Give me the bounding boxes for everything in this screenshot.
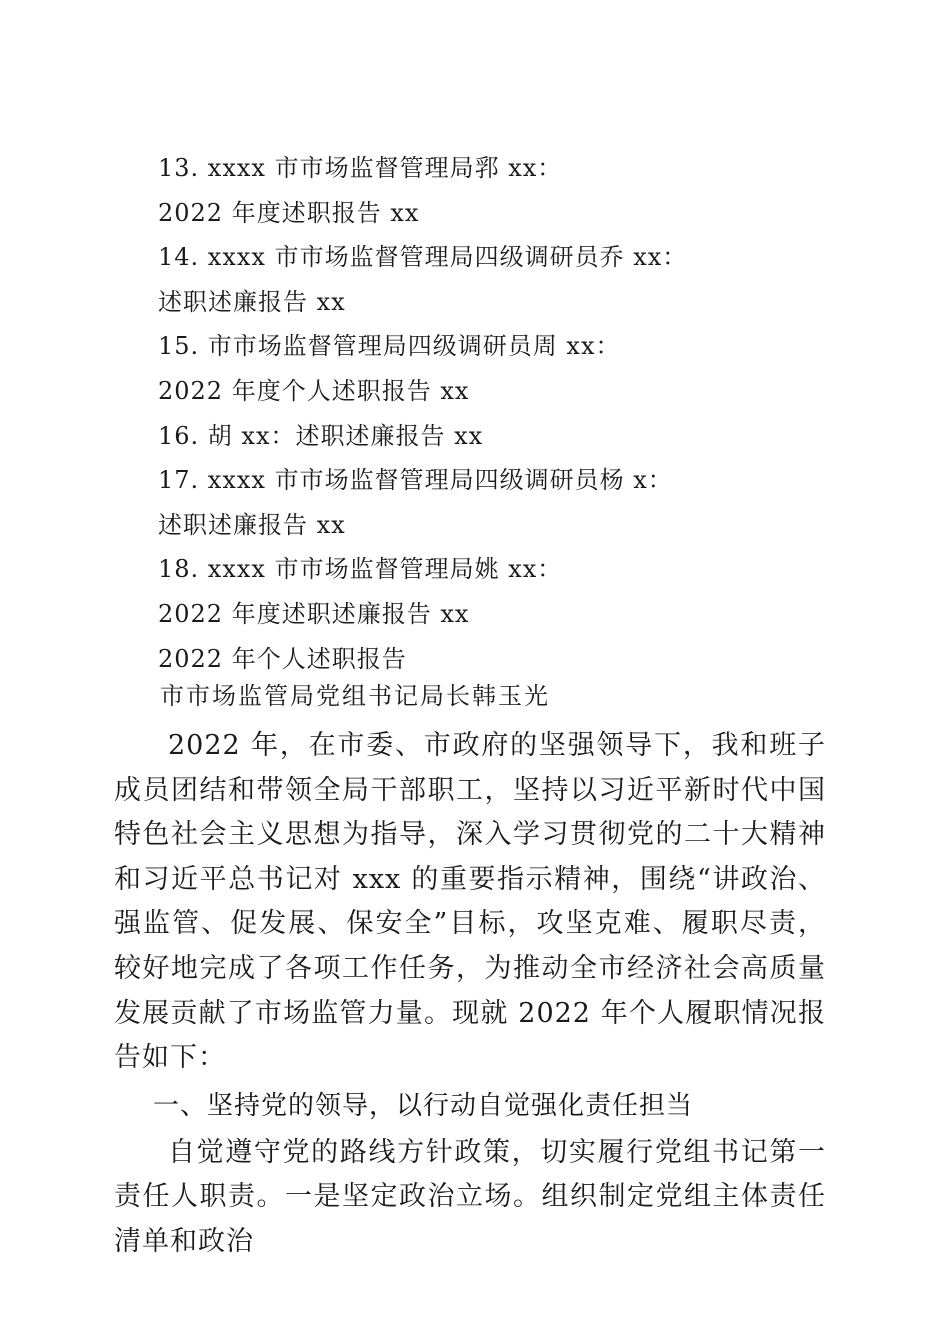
toc-item: 述职述廉报告 xx — [158, 287, 346, 316]
toc-item: 述职述廉报告 xx — [158, 510, 346, 539]
toc-item: 13. xxxx 市市场监督管理局郛 xx： — [158, 154, 563, 182]
report-body — [114, 724, 826, 1265]
author-line: 市市场监管局党组书记局长韩玉光 — [160, 682, 550, 710]
toc-item: 16. 胡 xx：述职述廉报告 xx — [158, 421, 484, 450]
toc-item: 14. xxxx 市市场监督管理局四级调研员乔 xx： — [158, 243, 688, 272]
toc-item: 2022 年度述职报告 xx — [158, 198, 420, 227]
toc-item: 18. xxxx 市市场监督管理局姚 xx： — [158, 555, 563, 584]
toc-item: 17. xxxx 市市场监督管理局四级调研员杨 x： — [158, 466, 673, 495]
body-paragraph: 2022 年，在市委、市政府的坚强领导下，我和班子成员团结和带领全局干部职工，坚持以习近平新时代中国特色社会主义思想为指导，深入学习贯彻党的二十大精神和习近平总书记对 xxx 的重要指示精神，围绕“讲政治、强监管、促发展、保安全”目标，攻坚克难、履职尽责，较好地完成了各项工作任务，为推动全市经济社会高质量发展贡献了市场监管力量。现就 2022 年个人履职情况报告如下： — [114, 730, 826, 1074]
toc-item: 2022 年度述职述廉报告 xx — [158, 599, 470, 628]
table-of-contents — [158, 146, 838, 681]
section-heading: 一、坚持党的领导，以行动自觉强化责任担当 — [153, 1090, 694, 1121]
toc-item: 15. 市市场监督管理局四级调研员周 xx： — [158, 332, 621, 361]
toc-item: 2022 年个人述职报告 — [158, 644, 407, 673]
toc-item: 2022 年度个人述职报告 xx — [158, 376, 470, 405]
body-paragraph: 自觉遵守党的路线方针政策，切实履行党组书记第一责任人职责。一是坚定政治立场。组织制定党组主体责任清单和政治 — [114, 1136, 826, 1257]
